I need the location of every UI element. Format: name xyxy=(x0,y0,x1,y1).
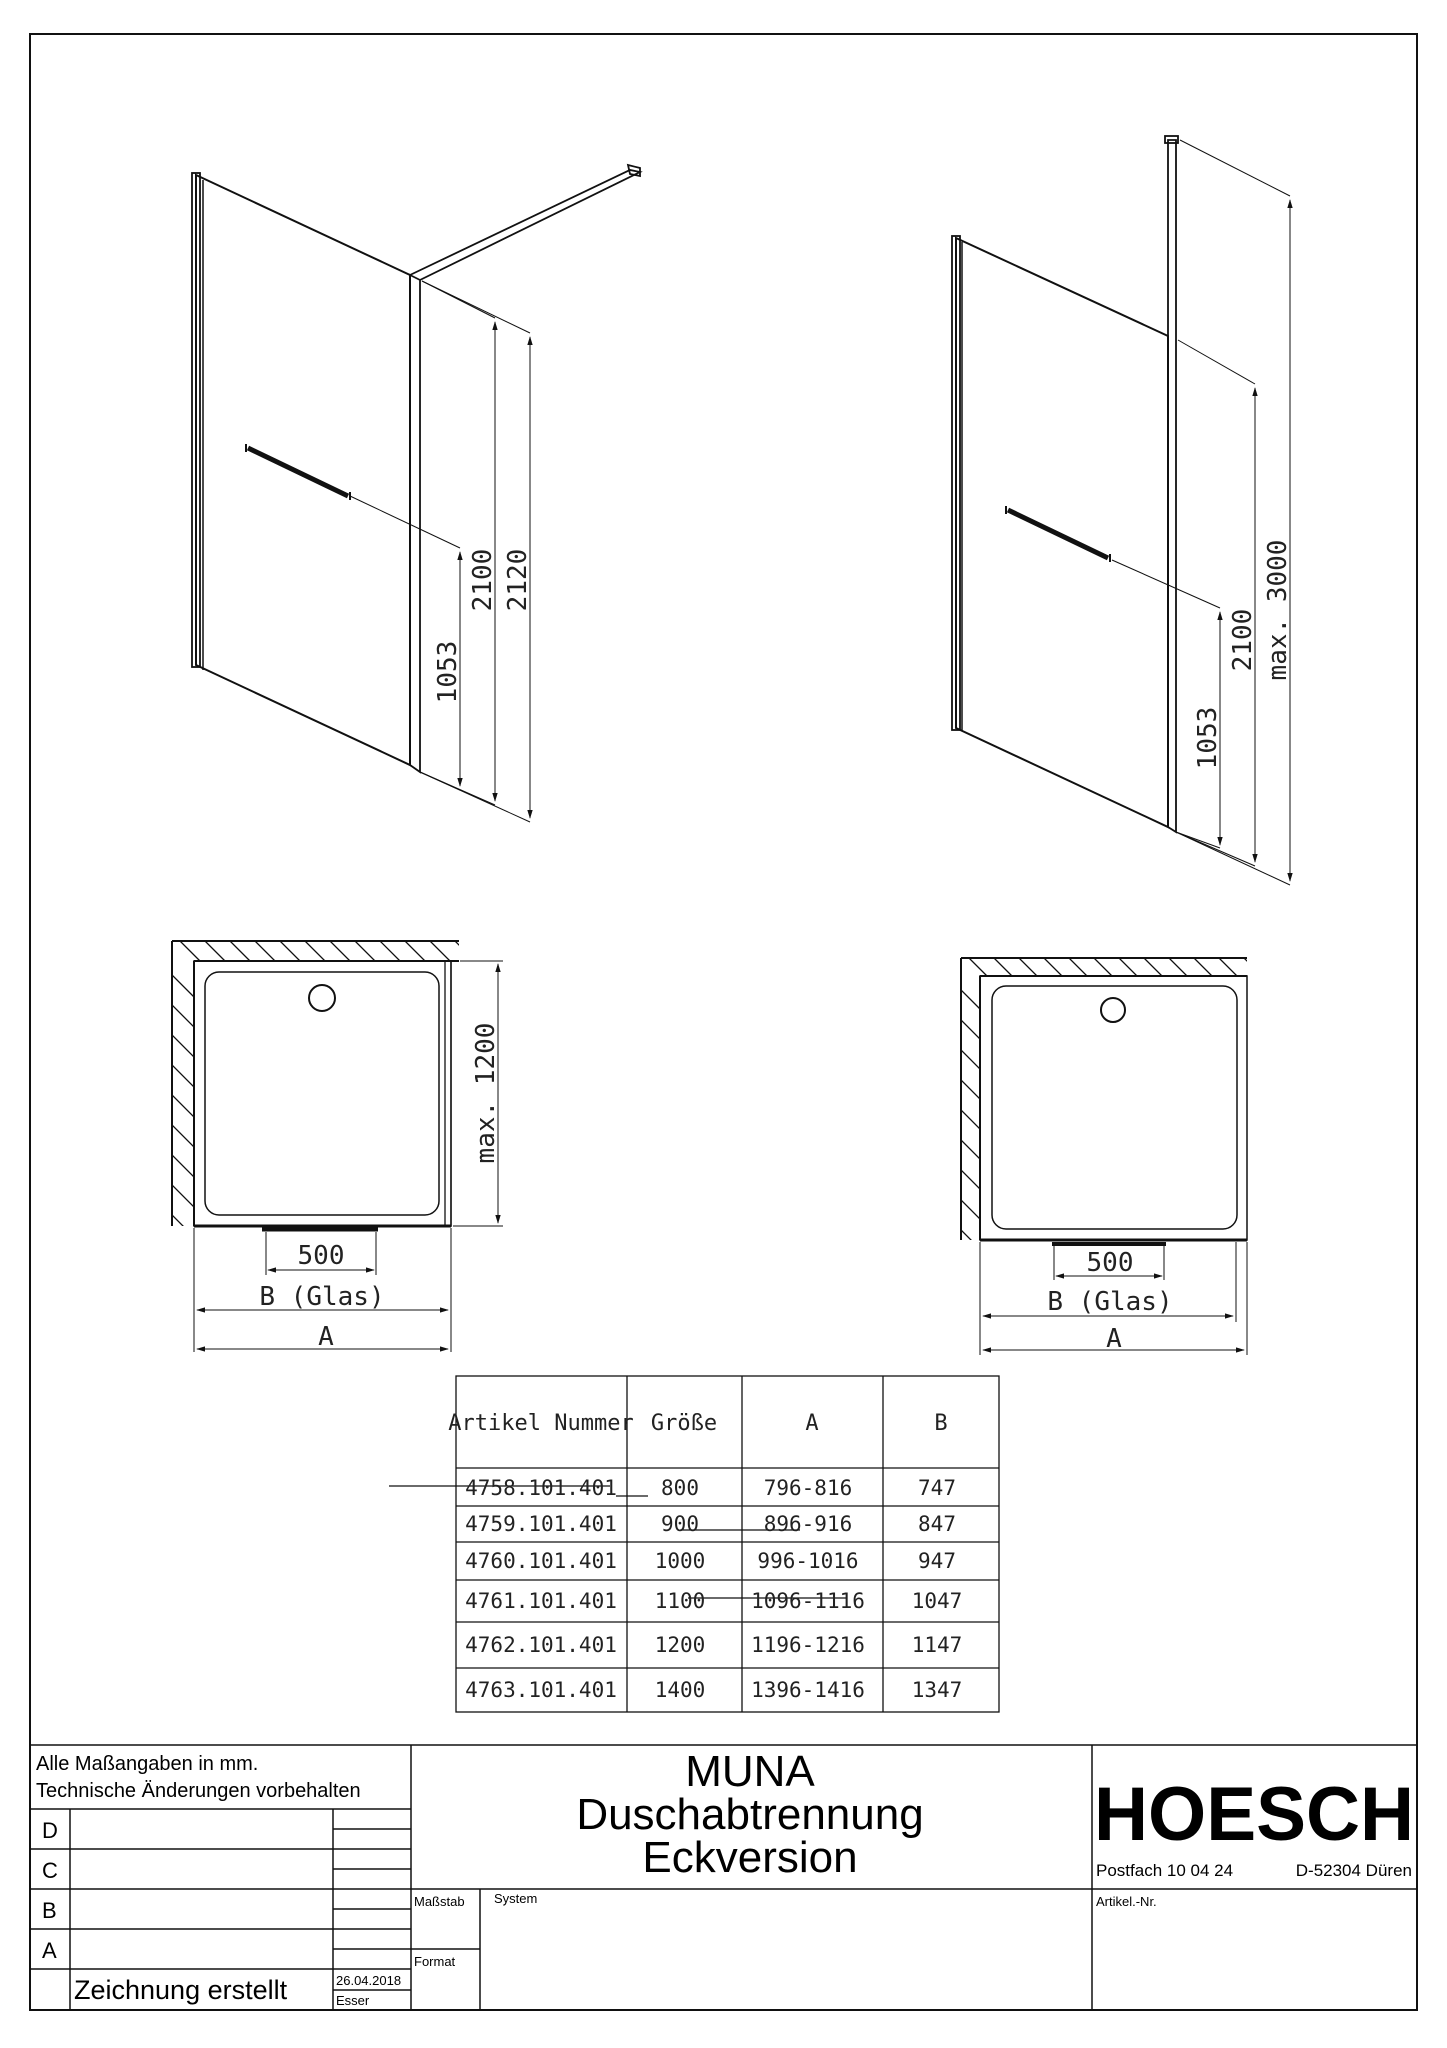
drawing-frame xyxy=(30,34,1417,2010)
note-technical-changes: Technische Änderungen vorbehalten xyxy=(36,1780,361,1802)
address-city: D-52304 Düren xyxy=(1295,1861,1412,1880)
title-description: Duschabtrennung xyxy=(576,1790,924,1839)
iso-left-dim-handle: 1053 xyxy=(433,640,463,704)
revision-label: D xyxy=(42,1818,58,1843)
iso-right-dim-handle: 1053 xyxy=(1193,706,1223,770)
table-cell: 1200 xyxy=(654,1633,706,1657)
plan-left-dim-total: A xyxy=(318,1322,334,1352)
iso-right-dimensions xyxy=(1112,140,1290,885)
table-header-a: A xyxy=(805,1411,819,1436)
table-cell: 4761.101.401 xyxy=(465,1589,617,1613)
table-cell: 1147 xyxy=(911,1633,963,1657)
hoesch-logo: HOESCH xyxy=(1094,1772,1414,1857)
table-cell: 996-1016 xyxy=(757,1549,859,1573)
table-cell: 1047 xyxy=(911,1589,963,1613)
drawing-created-by: Esser xyxy=(336,1993,370,2008)
iso-view-left xyxy=(192,165,640,772)
table-cell: 1000 xyxy=(654,1549,706,1573)
table-cell: 4763.101.401 xyxy=(465,1678,617,1702)
title-block xyxy=(30,1745,1417,2010)
table-cell: 1396-1416 xyxy=(751,1678,865,1702)
table-cell: 900 xyxy=(661,1512,699,1536)
revision-label: A xyxy=(42,1938,57,1963)
plan-left-dim-glass: B (Glas) xyxy=(259,1282,385,1312)
plan-right-dim-handle: 500 xyxy=(1086,1248,1134,1278)
table-cell: 1347 xyxy=(911,1678,963,1702)
drawing-created-label: Zeichnung erstellt xyxy=(74,1975,288,2005)
table-cell: 947 xyxy=(918,1549,956,1573)
iso-view-right xyxy=(952,136,1178,832)
plan-right-dim-total: A xyxy=(1106,1324,1122,1354)
plan-right-dim-glass: B (Glas) xyxy=(1047,1287,1173,1317)
table-cell: 747 xyxy=(918,1476,956,1500)
table-cell: 800 xyxy=(661,1476,699,1500)
table-cell: 1096-1116 xyxy=(751,1589,865,1613)
plan-view-right xyxy=(961,958,1262,1249)
system-label: System xyxy=(494,1891,538,1906)
revision-label: B xyxy=(42,1898,57,1923)
table-cell: 4758.101.401 xyxy=(465,1476,617,1500)
table-cell: 847 xyxy=(918,1512,956,1536)
iso-left-dim-overall: 2120 xyxy=(503,548,533,612)
table-cell: 4762.101.401 xyxy=(465,1633,617,1657)
iso-left-dim-height: 2100 xyxy=(468,548,498,612)
table-cell: 4760.101.401 xyxy=(465,1549,617,1573)
iso-right-dim-height: 2100 xyxy=(1228,608,1258,672)
article-table xyxy=(389,1376,999,1712)
format-label: Format xyxy=(414,1954,456,1969)
table-cell: 796-816 xyxy=(763,1476,853,1500)
title-variant: Eckversion xyxy=(642,1833,858,1882)
table-cell: 1100 xyxy=(654,1589,706,1613)
table-header-groesse: Größe xyxy=(650,1411,718,1436)
table-cell: 896-916 xyxy=(763,1512,853,1536)
title-product: MUNA xyxy=(685,1747,815,1796)
plan-view-left xyxy=(172,941,475,1237)
address-postfach: Postfach 10 04 24 xyxy=(1096,1861,1234,1880)
revision-label: C xyxy=(42,1858,58,1883)
artikel-nr-label: Artikel.-Nr. xyxy=(1096,1894,1157,1909)
table-header-b: B xyxy=(934,1411,948,1436)
drawing-created-date: 26.04.2018 xyxy=(336,1973,402,1988)
plan-left-dim-depth: max. 1200 xyxy=(471,1022,501,1164)
note-dimensions-mm: Alle Maßangaben in mm. xyxy=(36,1753,259,1775)
massstab-label: Maßstab xyxy=(414,1894,465,1909)
table-cell: 1196-1216 xyxy=(751,1633,865,1657)
plan-left-dim-handle: 500 xyxy=(297,1241,345,1271)
table-cell: 4759.101.401 xyxy=(465,1512,617,1536)
table-cell: 1400 xyxy=(654,1678,706,1702)
table-header-artikel: Artikel Nummer xyxy=(448,1411,634,1436)
iso-right-dim-max: max. 3000 xyxy=(1263,539,1293,681)
